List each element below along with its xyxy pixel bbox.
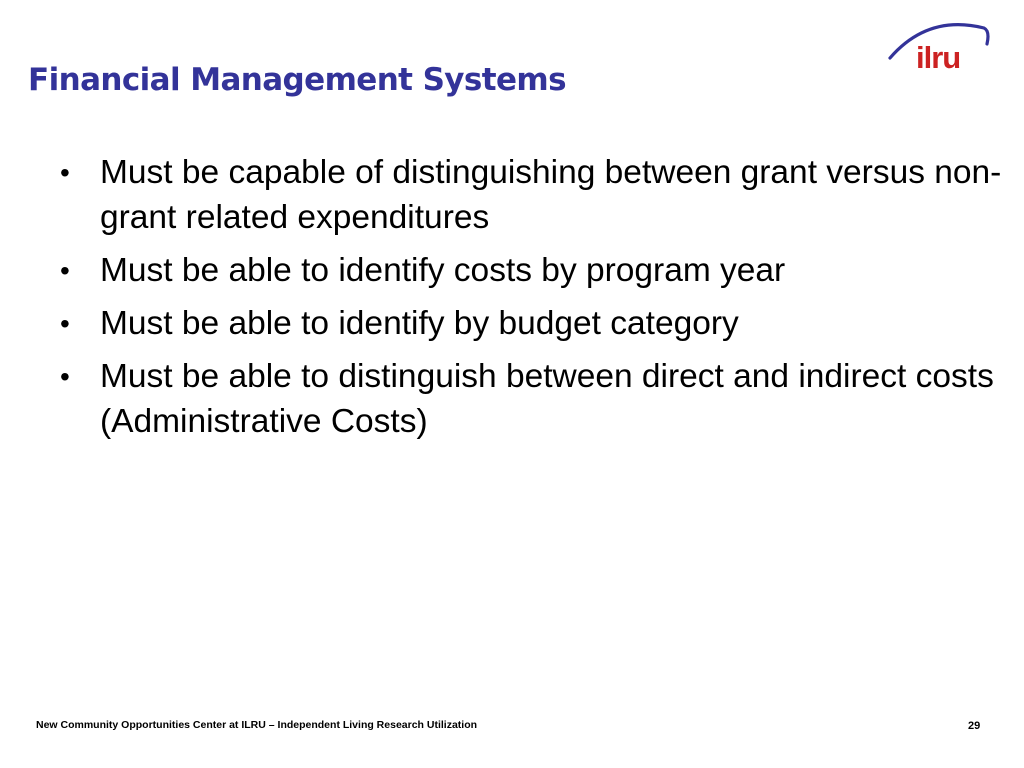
bullet-item xyxy=(60,301,1010,346)
logo-text: ilru xyxy=(916,40,961,75)
bullet-list xyxy=(60,150,1010,452)
bullet-icon: • xyxy=(60,308,70,339)
bullet-text: Must be able to identify by budget category xyxy=(100,305,739,342)
bullet-item xyxy=(60,150,1010,240)
ilru-logo xyxy=(884,14,992,76)
bullet-item xyxy=(60,248,1010,293)
page-number: 29 xyxy=(968,720,981,732)
bullet-icon: • xyxy=(60,157,70,188)
bullet-text: Must be capable of distinguishing between grant versus non-grant related expenditures xyxy=(100,154,1002,236)
bullet-icon: • xyxy=(60,255,70,286)
bullet-icon: • xyxy=(60,361,70,392)
footer-text: New Community Opportunities Center at ILRU – Independent Living Research Utilization xyxy=(36,719,478,731)
bullet-item xyxy=(60,354,1010,444)
bullet-text: Must be able to identify costs by program year xyxy=(100,252,786,289)
bullet-text: Must be able to distinguish between direct and indirect costs (Administrative Costs) xyxy=(100,358,994,440)
slide-title: Financial Management Systems xyxy=(28,62,566,98)
